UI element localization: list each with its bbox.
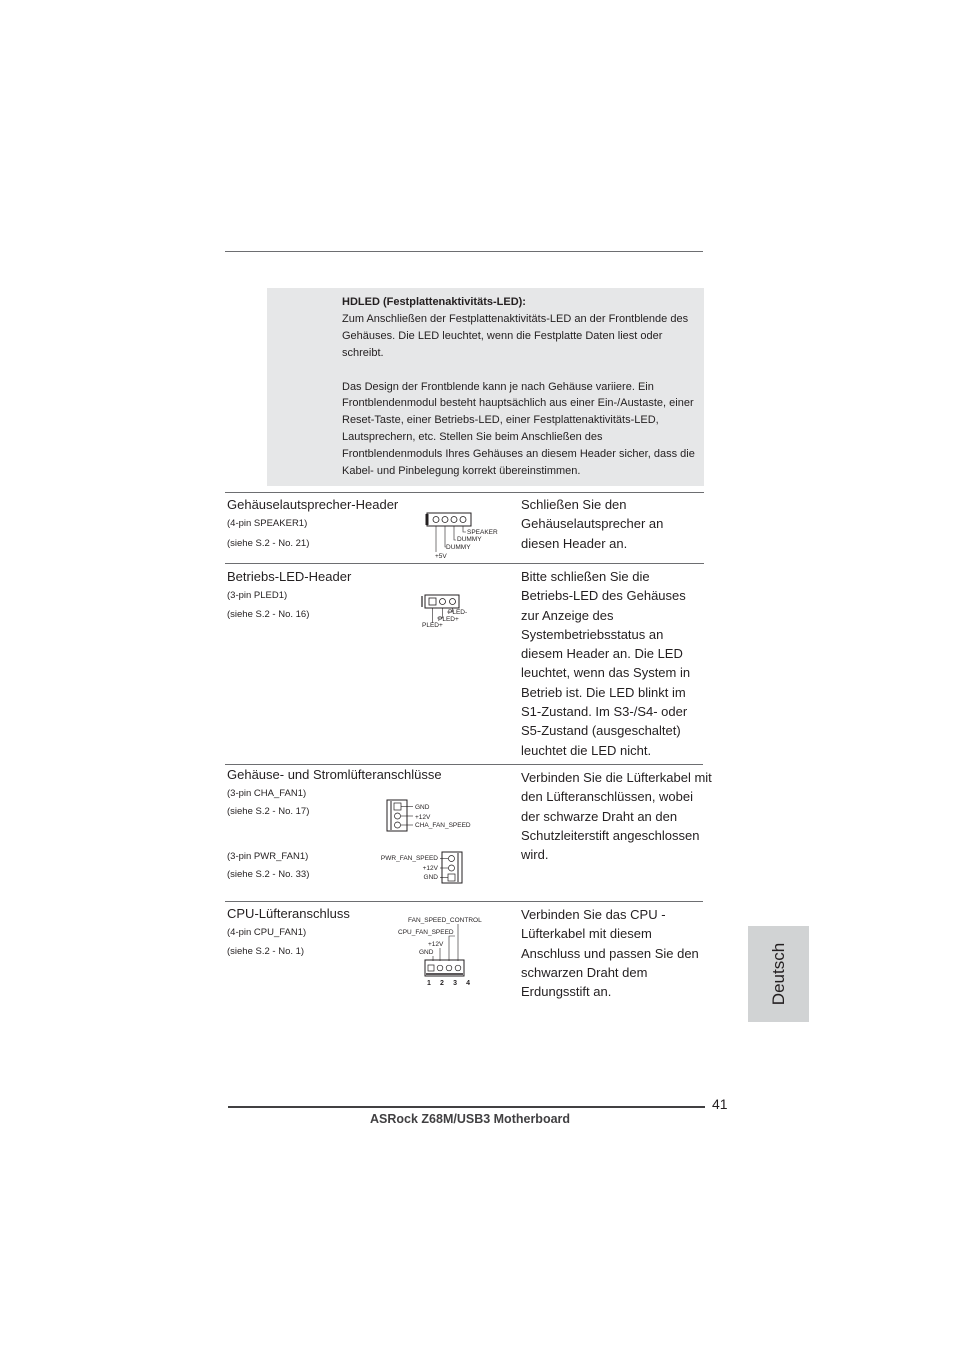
cpufan-desc-line: Verbinden Sie das CPU - xyxy=(521,907,666,922)
cpufan-ref: (siehe S.2 - No. 1) xyxy=(227,946,305,957)
hdled-note xyxy=(342,294,704,480)
cpufan-pin-label: +12V xyxy=(428,941,444,948)
pwr-fan-ref: (siehe S.2 - No. 33) xyxy=(227,869,310,880)
cpufan-pin-label: GND xyxy=(419,949,434,956)
section-divider xyxy=(225,901,703,902)
pled-pin-label: PLED+ xyxy=(422,622,443,629)
cha-fan-ref: (siehe S.2 - No. 17) xyxy=(227,806,310,817)
speaker-pin-label: SPEAKER xyxy=(467,529,498,536)
cha-fan-pin-label: +12V xyxy=(415,814,431,821)
hdled-line: Kabel- und Pinbelegung korrekt übereinstimmen. xyxy=(342,465,581,478)
cpufan-pin-numbers: 1 2 3 4 xyxy=(427,980,474,987)
page-number: 41 xyxy=(712,1096,728,1112)
pled-pin: (3-pin PLED1) xyxy=(227,590,288,601)
pled-desc-line: Bitte schließen Sie die xyxy=(521,569,650,584)
pled-desc-line: S5-Zustand (ausgeschaltet) xyxy=(521,723,681,739)
pwr-fan-pin: (3-pin PWR_FAN1) xyxy=(227,851,309,862)
speaker-desc-line: diesen Header an. xyxy=(521,535,628,551)
language-tab-label: Deutsch xyxy=(768,942,788,1006)
pled-description xyxy=(521,567,713,760)
hdled-line: Das Design der Frontblende kann je nach Gehäuse variiere. Ein xyxy=(342,380,654,393)
section-divider xyxy=(225,764,703,765)
cpufan-desc-line: Anschluss und passen Sie den xyxy=(521,945,699,961)
pwr-fan-pin-label: PWR_FAN_SPEED xyxy=(380,855,438,862)
top-rule xyxy=(225,251,703,252)
speaker-pin-label: DUMMY xyxy=(446,544,471,551)
pled-desc-line: diesem Header an. Die LED xyxy=(521,646,683,662)
cpufan-desc-line: Erdungsstift an. xyxy=(521,984,612,1000)
fans-desc-line: Verbinden Sie die Lüfterkabel mit xyxy=(521,770,712,785)
cpufan-title: CPU-Lüfteranschluss xyxy=(227,906,350,921)
fans-desc-line: der schwarze Draht an den xyxy=(521,808,678,824)
speaker-description xyxy=(521,495,713,553)
cpufan-description xyxy=(521,905,713,1001)
speaker-ref: (siehe S.2 - No. 21) xyxy=(227,538,310,549)
cpufan-header-diagram xyxy=(396,913,492,989)
pled-desc-line: zur Anzeige des xyxy=(521,607,614,623)
hdled-line: Reset-Taste, einer Betriebs-LED, einer Festplattenaktivitäts-LED, xyxy=(342,414,659,427)
cha-fan-pin: (3-pin CHA_FAN1) xyxy=(227,788,307,799)
speaker-pin-label: +5V xyxy=(435,553,447,560)
hdled-line: Zum Anschließen der Festplattenaktivitäts-LED an der Frontblende des xyxy=(342,312,689,325)
hdled-line: Frontblendenmoduls Ihres Gehäuses an diesem Header sicher, dass die xyxy=(342,448,695,461)
hdled-line: Frontblendenmodul besteht hauptsächlich aus einer Ein-/Austaste, einer xyxy=(342,397,694,410)
hdled-line: Lautsprechern, etc. Stellen Sie beim Anschließen des xyxy=(342,431,603,444)
pled-desc-line: Betrieb ist. Die LED blinkt im xyxy=(521,684,686,700)
pled-title: Betriebs-LED-Header xyxy=(227,569,352,584)
pled-header-diagram xyxy=(416,592,480,632)
speaker-pin-label: DUMMY xyxy=(457,536,482,543)
speaker-desc-line: Schließen Sie den xyxy=(521,497,627,512)
fans-desc-line: den Lüfteranschlüssen, wobei xyxy=(521,789,694,805)
speaker-pin: (4-pin SPEAKER1) xyxy=(227,518,308,529)
speaker-title: Gehäuselautsprecher-Header xyxy=(227,497,399,512)
cpufan-desc-line: schwarzen Draht dem xyxy=(521,964,648,980)
cpufan-pin-label: CPU_FAN_SPEED xyxy=(398,929,454,936)
section-divider xyxy=(225,563,704,564)
hdled-line: Gehäuses. Die LED leuchtet, wenn die Festplatte Daten liest oder xyxy=(342,329,663,342)
pled-desc-line: Systembetriebsstatus an xyxy=(521,626,664,642)
cha-fan-header-diagram xyxy=(384,798,484,834)
section-divider xyxy=(225,492,704,493)
pled-desc-line: Betriebs-LED des Gehäuses xyxy=(521,588,686,604)
cha-fan-pin-label: CHA_FAN_SPEED xyxy=(415,822,471,829)
pwr-fan-pin-label: GND xyxy=(423,874,438,881)
speaker-header-diagram xyxy=(420,510,500,562)
cpufan-pin: (4-pin CPU_FAN1) xyxy=(227,927,307,938)
cpufan-desc-line: Lüfterkabel mit diesem xyxy=(521,926,652,942)
pwr-fan-pin-label: +12V xyxy=(422,865,438,872)
cha-fan-pin-label: GND xyxy=(415,804,430,811)
cpufan-pin-label: FAN_SPEED_CONTROL xyxy=(408,917,482,924)
hdled-heading: HDLED (Festplattenaktivitäts-LED): xyxy=(342,296,526,308)
footer-product-name: ASRock Z68M/USB3 Motherboard xyxy=(370,1112,571,1126)
pled-desc-line: leuchtet, wenn das System in xyxy=(521,665,691,681)
fans-desc-line: Schutzleiterstift angeschlossen xyxy=(521,827,700,843)
fans-description xyxy=(521,768,721,864)
pled-desc-line: S1-Zustand. Im S3-/S4- oder xyxy=(521,704,688,720)
pwr-fan-header-diagram xyxy=(372,850,468,886)
pled-pin-label: PLED+ xyxy=(438,616,459,623)
fans-desc-line: wird. xyxy=(521,847,549,863)
pled-pin-label: PLED- xyxy=(448,609,468,616)
speaker-desc-line: Gehäuselautsprecher an xyxy=(521,516,664,532)
footer-rule xyxy=(228,1106,705,1108)
pled-desc-line: leuchtet die LED nicht. xyxy=(521,742,652,758)
hdled-line: schreibt. xyxy=(342,346,384,359)
language-tab xyxy=(748,926,809,1022)
pled-ref: (siehe S.2 - No. 16) xyxy=(227,609,310,620)
fans-title: Gehäuse- und Stromlüfteranschlüsse xyxy=(227,767,442,782)
